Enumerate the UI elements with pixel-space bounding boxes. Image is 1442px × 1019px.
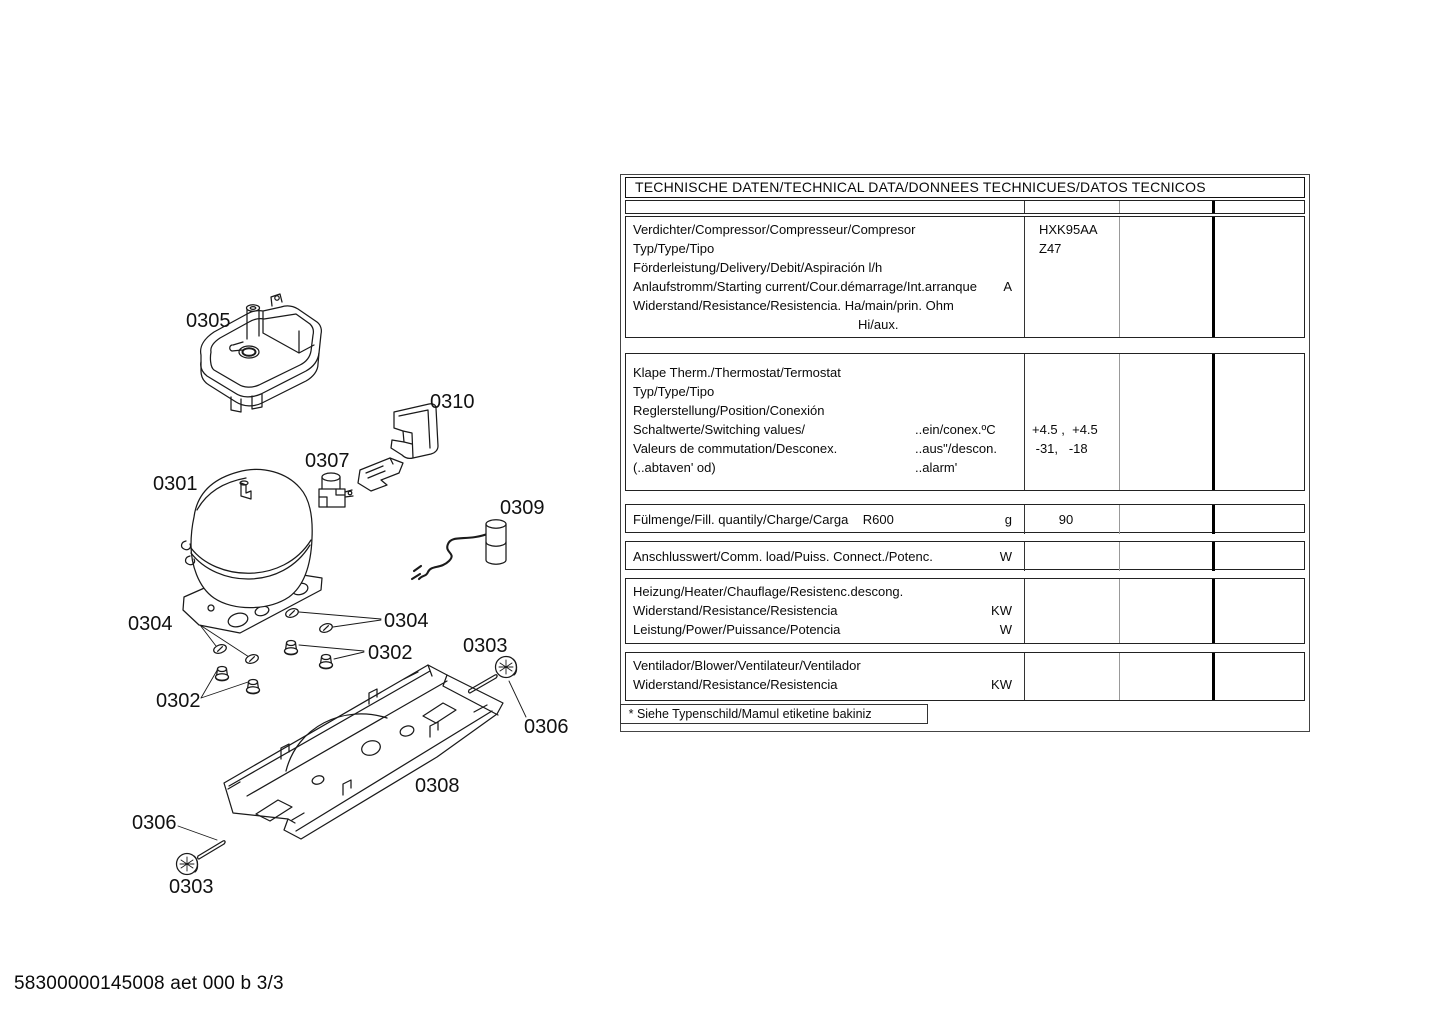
header-cell-value3	[1212, 201, 1304, 213]
part-label-0306-right: 0306	[524, 716, 569, 738]
row-connection-load: Anschlusswert/Comm. load/Puiss. Connect./Potenc. W	[633, 549, 1012, 564]
row-thermostat-name: Klape Therm./Thermostat/Termostat	[633, 365, 841, 380]
technical-data-table	[620, 174, 1310, 732]
block-thermostat-values	[1024, 354, 1119, 490]
row-filling-quantity: Fülmenge/Fill. quantily/Charge/Carga R600 g	[633, 512, 1012, 527]
row-heater-power: Leistung/Power/Puissance/Potencia W	[633, 622, 1012, 637]
part-label-0307: 0307	[305, 450, 350, 472]
part-label-0303-right: 0303	[463, 635, 508, 657]
value-thermostat-off: -31, -18	[1032, 441, 1088, 456]
row-heater-resistance: Widerstand/Resistance/Resistencia KW	[633, 603, 1012, 618]
part-label-0306-left: 0306	[132, 812, 177, 834]
value-compressor-model: HXK95AA	[1039, 222, 1098, 237]
row-compressor-resistance: Widerstand/Resistance/Resistencia. Ha/main/prin. Ohm	[633, 298, 954, 313]
cover-part	[358, 404, 438, 491]
block-thermostat-labels	[626, 354, 1024, 490]
footnote-box	[620, 704, 928, 724]
part-label-0303-bottom: 0303	[169, 876, 214, 898]
row-compressor-name: Verdichter/Compressor/Compresseur/Compresor	[633, 222, 916, 237]
row-compressor-delivery: Förderleistung/Delivery/Debit/Aspiración l/h	[633, 260, 883, 275]
block-filling-quantity	[625, 504, 1305, 533]
header-cell-value2	[1119, 201, 1212, 213]
document-code: 58300000145008 aet 000 b 3/3	[14, 973, 284, 994]
footnote-text: * Siehe Typenschild/Mamul etiketine bakiniz	[628, 707, 872, 721]
part-label-0304-right: 0304	[384, 610, 429, 632]
part-label-0301: 0301	[153, 473, 198, 495]
row-compressor-starting-current: Anlaufstromm/Starting current/Cour.démarrage/Int.arranque A	[633, 279, 1012, 294]
block-heater	[625, 578, 1305, 644]
relay-part	[319, 473, 353, 507]
table-header-row	[625, 200, 1305, 214]
exploded-parts-diagram	[0, 0, 620, 940]
capacitor-part	[412, 520, 506, 579]
part-label-0302-left: 0302	[156, 690, 201, 712]
row-thermostat-position: Reglerstellung/Position/Conexión	[633, 403, 825, 418]
block-compressor-labels	[626, 217, 1024, 337]
block-thermostat	[625, 353, 1305, 491]
part-label-0302-right: 0302	[368, 642, 413, 664]
table-title: TECHNISCHE DATEN/TECHNICAL DATA/DONNEES TECHNICUES/DATOS TECNICOS	[635, 179, 1206, 195]
row-compressor-aux: Hi/aux.	[858, 317, 899, 332]
part-label-0308: 0308	[415, 775, 460, 797]
grommet-parts	[216, 641, 333, 694]
part-label-0304-left: 0304	[128, 613, 173, 635]
part-label-0305: 0305	[186, 310, 231, 332]
row-fan-resistance: Widerstand/Resistance/Resistencia KW	[633, 677, 1012, 692]
block-compressor	[625, 216, 1305, 338]
row-compressor-type: Typ/Type/Tipo	[633, 241, 715, 256]
block-compressor-values	[1024, 217, 1119, 337]
row-thermostat-type: Typ/Type/Tipo	[633, 384, 715, 399]
row-heater-name: Heizung/Heater/Chauflage/Resistenc.descong.	[633, 584, 904, 599]
table-title-row	[625, 177, 1305, 198]
block-connection-load	[625, 541, 1305, 570]
compressor-part	[182, 469, 322, 633]
value-filling-quantity: 90	[1058, 512, 1074, 527]
header-cell-value1	[1024, 201, 1119, 213]
block-fan	[625, 652, 1305, 701]
value-thermostat-on: +4.5 , +4.5	[1032, 422, 1098, 437]
header-cell-label	[626, 201, 1024, 213]
row-thermostat-alarm: (..abtaven' od) ..alarm'	[633, 460, 958, 475]
part-label-0310: 0310	[430, 391, 475, 413]
value-compressor-type: Z47	[1039, 241, 1062, 256]
base-plate-part	[224, 665, 503, 839]
row-fan-name: Ventilador/Blower/Ventilateur/Ventilador	[633, 658, 861, 673]
row-thermostat-switch-on: Schaltwerte/Switching values/ ..ein/conex.ºC	[633, 422, 996, 437]
part-label-0309: 0309	[500, 497, 545, 519]
row-thermostat-switch-off: Valeurs de commutation/Desconex. ..aus"/descon.	[633, 441, 997, 456]
